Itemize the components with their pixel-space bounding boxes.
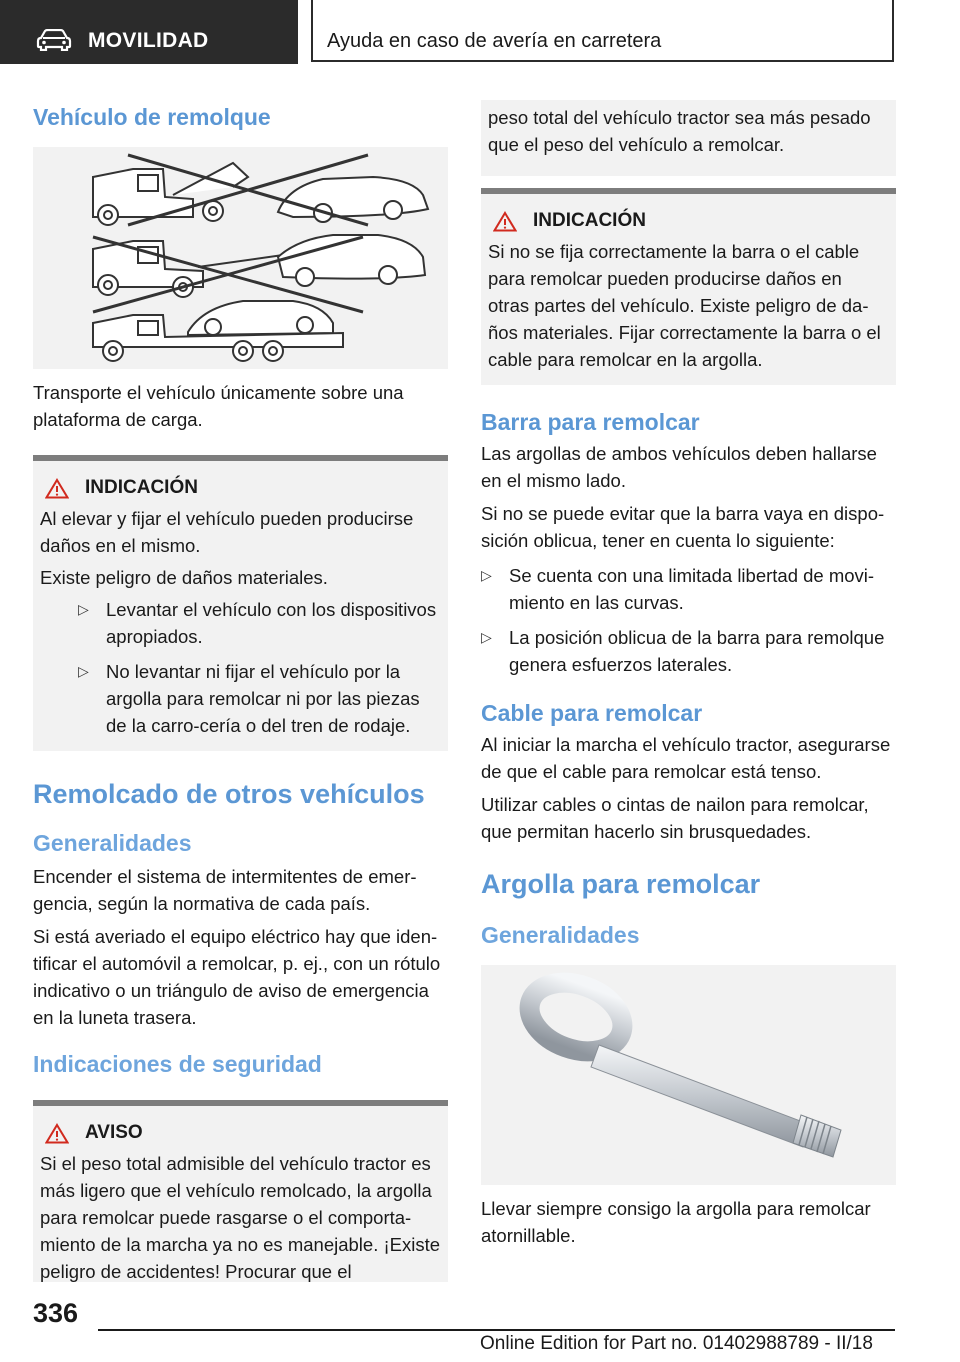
heading-seguridad: Indicaciones de seguridad	[33, 1051, 322, 1077]
footer-divider	[98, 1329, 895, 1331]
heading-barra: Barra para remolcar	[481, 409, 700, 435]
heading-argolla: Argolla para remolcar	[481, 869, 761, 899]
page-header	[0, 0, 960, 64]
list-item: ▷ No levantar ni fijar el vehículo por la argolla para remolcar ni por las piezas de la carro-cería o del tren de rodaje.	[78, 658, 440, 739]
page-number: 336	[33, 1298, 79, 1328]
section-title: MOVILIDAD	[88, 29, 209, 52]
bullet-triangle-icon: ▷	[481, 567, 492, 583]
tow-trucks-drawing	[33, 147, 448, 369]
cable-text-2: Utilizar cables o cintas de nailon para remolcar, que permitan hacerlo sin brusquedades.	[481, 794, 869, 842]
note-text: Existe peligro de daños materiales.	[40, 567, 328, 588]
gen-text-2: Si está averiado el equipo eléctrico hay que iden-tificar el automóvil a remolcar, p. ej., con un rótulo indicativo o un triángulo de aviso de emergencia en la luneta trasera.	[33, 926, 441, 1028]
heading-remolcado: Remolcado de otros vehículos	[33, 779, 425, 809]
note-text: peso total del vehículo tractor sea más pesado que el peso del vehículo a remolcar.	[488, 107, 871, 155]
cable-text-1: Al iniciar la marcha el vehículo tractor, asegurarse de que el cable para remolcar está tenso.	[481, 734, 891, 782]
bullet-triangle-icon: ▷	[78, 663, 89, 679]
note-aviso-continued	[481, 100, 896, 176]
note-text: Al elevar y fijar el vehículo pueden producirse daños en el mismo.	[40, 508, 414, 556]
bullet-triangle-icon: ▷	[78, 601, 89, 617]
tow-eye-illustration	[481, 965, 896, 1185]
car-icon	[36, 29, 72, 51]
tow-eye-drawing	[481, 965, 896, 1185]
note-title: INDICACIÓN	[533, 210, 646, 231]
barra-text-1: Las argollas de ambos vehículos deben hallarse en el mismo lado.	[481, 443, 877, 491]
note-title: AVISO	[85, 1122, 143, 1143]
warning-icon	[45, 1123, 69, 1144]
list-item: ▷ La posición oblicua de la barra para remolque genera esfuerzos laterales.	[481, 624, 896, 678]
gen-text-1: Encender el sistema de intermitentes de emer-gencia, según la normativa de cada país.	[33, 866, 417, 914]
right-column	[481, 100, 896, 1249]
edition-text: Online Edition for Part no. 01402988789 - II/18	[480, 1333, 873, 1354]
left-column	[33, 100, 448, 1282]
note-indicacion-2	[481, 188, 896, 385]
towing-illustration	[33, 147, 448, 369]
heading-vehiculo-remolque: Vehículo de remolque	[33, 104, 271, 130]
note-indicacion-1	[33, 455, 448, 751]
bullet-triangle-icon: ▷	[481, 629, 492, 645]
chapter-title: Ayuda en caso de avería en carretera	[327, 30, 662, 52]
argolla-text: Llevar siempre consigo la argolla para remolcar atornillable.	[481, 1198, 871, 1246]
heading-generalidades-2: Generalidades	[481, 922, 640, 948]
note-text: Si el peso total admisible del vehículo tractor es más ligero que el vehículo remolcado, la argolla para remolcar puede rasgarse o el comporta-miento de la marcha ya no es manejable. ¡Existe peligro de accidentes! Procurar que el	[40, 1153, 441, 1282]
heading-cable: Cable para remolcar	[481, 700, 703, 726]
transport-text: Transporte el vehículo únicamente sobre una plataforma de carga.	[33, 382, 404, 430]
warning-icon	[45, 478, 69, 499]
barra-text-2: Si no se puede evitar que la barra vaya en dispo-sición oblicua, tener en cuenta lo siguiente:	[481, 503, 885, 551]
note-aviso	[33, 1100, 448, 1282]
warning-icon	[493, 211, 517, 232]
note-text: Si no se fija correctamente la barra o el cable para remolcar pueden producirse daños en otras partes del vehículo. Existe peligro de da-ños materiales. Fijar correctamente la barra o el cable para remolcar en la argolla.	[488, 241, 881, 370]
note-title: INDICACIÓN	[85, 477, 198, 498]
list-item: ▷ Levantar el vehículo con los dispositivos apropiados.	[78, 596, 440, 650]
heading-generalidades: Generalidades	[33, 830, 192, 856]
list-item: ▷ Se cuenta con una limitada libertad de movi-miento en las curvas.	[481, 562, 896, 616]
